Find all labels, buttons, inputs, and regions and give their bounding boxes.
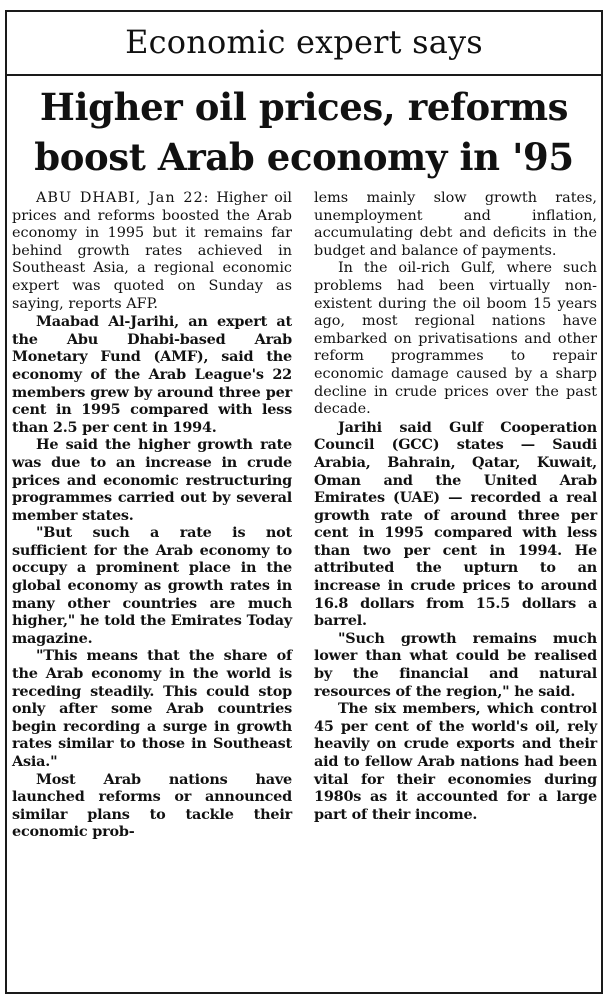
body-paragraph: The six members, which control 45 per cent of the world's oil, rely heavily on crude exports and their aid to fellow Arab nations had been vital for their economies during 1980s as it accounted for a large part of their income. <box>314 700 597 823</box>
article-column-right <box>314 190 597 823</box>
kicker-rule <box>7 74 601 76</box>
body-paragraph: "But such a rate is not sufficient for the Arab economy to occupy a prominent place in the global economy as growth rates in many other countries are much higher," he told the Emirates Today magazine. <box>12 524 292 647</box>
body-paragraph: Maabad Al-Jarihi, an expert at the Abu Dhabi-based Arab Monetary Fund (AMF), said the economy of the Arab League's 22 members grew by around three per cent in 1995 compared with less than 2.5 per cent in 1994. <box>12 313 292 436</box>
article-column-left <box>12 190 292 841</box>
body-paragraph: "This means that the share of the Arab economy in the world is receding steadily. This could stop only after some Arab countries begin recording a surge in growth rates similar to those in Southeast Asia." <box>12 647 292 770</box>
lead-paragraph: Higher oil prices and reforms boosted the Arab economy in 1995 but it remains far behind growth rates achieved in Southeast Asia, a regional economic expert was quoted on Sunday as saying, reports AFP. <box>12 190 292 312</box>
body-paragraph: In the oil-rich Gulf, where such problems had been virtually non-existent during the oil boom 15 years ago, most regional nations have embarked on privatisations and other reform programmes to repair economic damage caused by a sharp decline in crude prices over the past decade. <box>314 260 597 418</box>
body-paragraph-continued: lems mainly slow growth rates, unemployment and inflation, accumulating debt and deficits in the budget and balance of payments. <box>314 190 597 259</box>
newspaper-clipping <box>5 10 603 994</box>
dateline-paragraph <box>12 190 292 313</box>
body-paragraph: "Such growth remains much lower than what could be realised by the financial and natural resources of the region," he said. <box>314 629 597 700</box>
body-paragraph: Most Arab nations have launched reforms or announced similar plans to tackle their economic prob- <box>12 770 292 841</box>
body-paragraph: Jarihi said Gulf Cooperation Council (GCC) states — Saudi Arabia, Bahrain, Qatar, Kuwait, Oman and the United Arab Emirates (UAE) — recorded a real growth rate of around three per cent in 1995 compared with less than two per cent in 1994. He attributed the upturn to an increase in crude prices to around 16.8 dollars from 15.5 dollars a barrel. <box>314 418 597 630</box>
body-paragraph: He said the higher growth rate was due to an increase in crude prices and economic restructuring programmes carried out by several member states. <box>12 436 292 524</box>
kicker-headline: Economic expert says <box>125 23 483 61</box>
headline-line-1: Higher oil prices, reforms <box>39 85 569 129</box>
headline-line-2: boost Arab economy in '95 <box>34 135 574 179</box>
dateline: ABU DHABI, Jan 22: <box>36 190 210 206</box>
main-headline <box>7 82 601 182</box>
